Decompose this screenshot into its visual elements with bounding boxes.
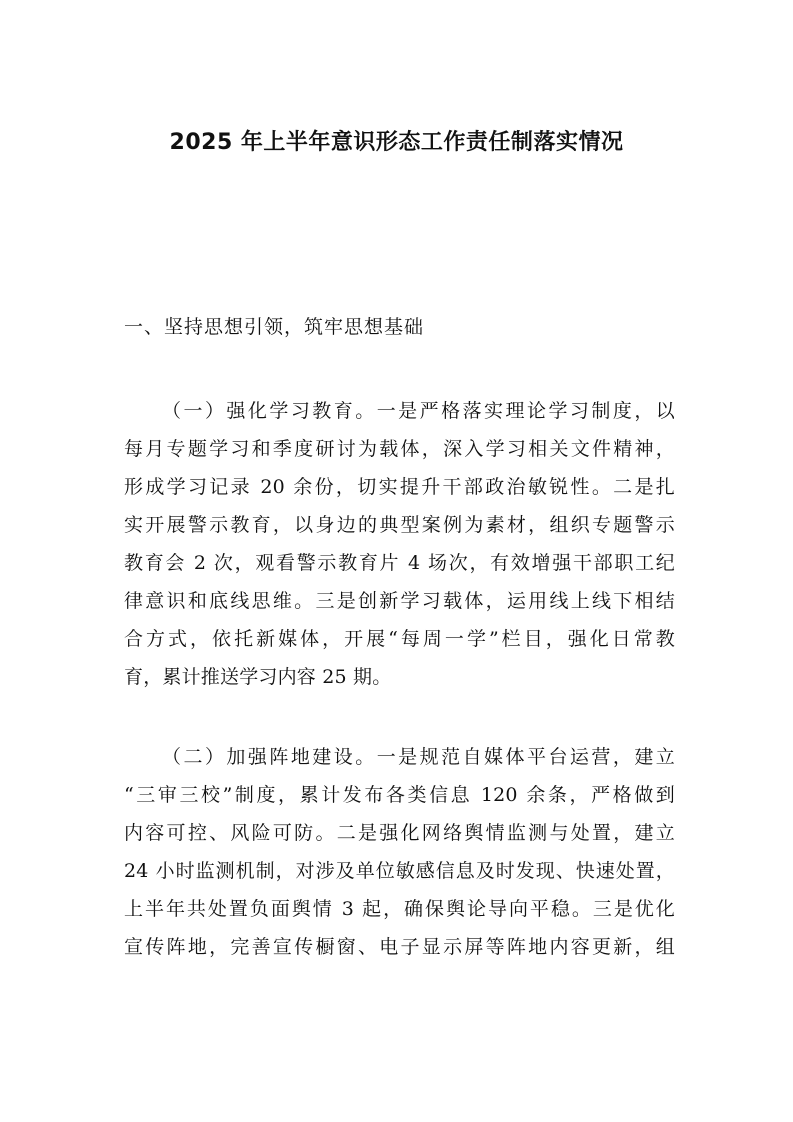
paragraph-line: “三审三校”制度，累计发布各类信息 120 余条，严格做到 xyxy=(124,784,675,806)
document-title: 2025 年上半年意识形态工作责任制落实情况 xyxy=(169,130,624,155)
paragraph-line: 律意识和底线思维。三是创新学习载体，运用线上线下相结 xyxy=(124,590,675,612)
paragraph-line: （一）强化学习教育。一是严格落实理论学习制度，以 xyxy=(162,400,675,422)
paragraph-line: 合方式，依托新媒体，开展“每周一学”栏目，强化日常教 xyxy=(124,628,675,650)
section-heading: 一、坚持思想引领，筑牢思想基础 xyxy=(124,316,425,338)
paragraph-line: 实开展警示教育，以身边的典型案例为素材，组织专题警示 xyxy=(124,514,675,536)
paragraph-line: 24 小时监测机制，对涉及单位敏感信息及时发现、快速处置， xyxy=(124,860,675,882)
paragraph-line: 每月专题学习和季度研讨为载体，深入学习相关文件精神， xyxy=(124,438,675,460)
paragraph-line: 上半年共处置负面舆情 3 起，确保舆论导向平稳。三是优化 xyxy=(124,898,675,920)
paragraph-line: （二）加强阵地建设。一是规范自媒体平台运营，建立 xyxy=(162,746,675,768)
paragraph-line: 内容可控、风险可防。二是强化网络舆情监测与处置，建立 xyxy=(124,822,675,844)
paragraph-line: 育，累计推送学习内容 25 期。 xyxy=(124,666,392,688)
paragraph-line: 宣传阵地，完善宣传橱窗、电子显示屏等阵地内容更新，组 xyxy=(124,936,675,958)
paragraph-line: 教育会 2 次，观看警示教育片 4 场次，有效增强干部职工纪 xyxy=(124,552,675,574)
paragraph-line: 形成学习记录 20 余份，切实提升干部政治敏锐性。二是扎 xyxy=(124,476,675,498)
